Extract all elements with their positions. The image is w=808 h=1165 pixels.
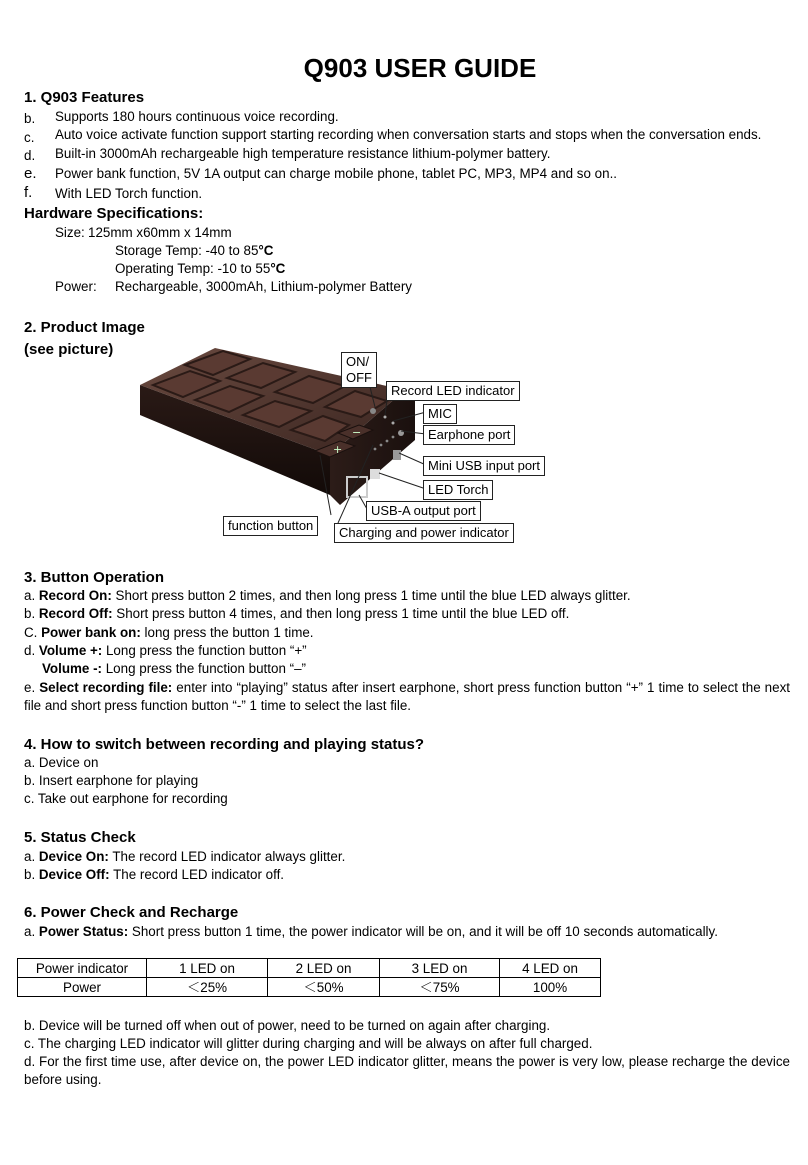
feature-text: Power bank function, 5V 1A output can charge mobile phone, tablet PC, MP3, MP4 and so on..	[55, 166, 618, 181]
table-row	[18, 978, 601, 997]
feature-marker: c.	[24, 130, 35, 145]
callout-earphone: Earphone port	[423, 425, 515, 445]
button-op-select-file: e. Select recording file: enter into “playing” status after insert earphone, short press function button “+” 1 time to select the next file and short press function button “-” 1 time to select the last file.	[24, 680, 790, 713]
table-header-cell: 4 LED on	[500, 959, 601, 978]
table-header-cell: 2 LED on	[268, 959, 380, 978]
mini-usb-port	[393, 450, 401, 460]
feature-marker: d.	[24, 148, 36, 163]
table-cell: ＜25%	[147, 978, 268, 997]
feature-text: Built-in 3000mAh rechargeable high temperature resistance lithium-polymer battery.	[55, 146, 551, 161]
onoff-dot	[370, 408, 376, 414]
features-heading: 1. Q903 Features	[24, 89, 145, 106]
table-cell: ＜50%	[268, 978, 380, 997]
buttons-heading: 3. Button Operation	[24, 569, 164, 586]
button-op-volume-down: Volume -: Long press the function button “–”	[42, 661, 306, 676]
feature-text: Supports 180 hours continuous voice recording.	[55, 109, 339, 124]
callout-function-button: function button	[223, 516, 318, 536]
hardware-heading: Hardware Specifications:	[24, 205, 204, 222]
power-heading: 6. Power Check and Recharge	[24, 904, 239, 921]
status-heading: 5. Status Check	[24, 829, 136, 846]
power-label: Power:	[55, 279, 97, 294]
product-heading: 2. Product Image	[24, 319, 145, 336]
callout-mic: MIC	[423, 404, 457, 424]
table-cell: ＜75%	[380, 978, 500, 997]
minus-key-label: −	[352, 426, 362, 439]
power-note-c: c. The charging LED indicator will glitter during charging and will be always on after full charged.	[24, 1036, 593, 1051]
power-note-b: b. Device will be turned off when out of power, need to be turned on again after charging.	[24, 1018, 551, 1033]
product-image	[135, 345, 555, 545]
status-device-off: b. Device Off: The record LED indicator off.	[24, 867, 285, 882]
plus-key-label: +	[333, 443, 343, 456]
power-status-line: a. Power Status: Short press button 1 time, the power indicator will be on, and it will be off 10 seconds automatically.	[24, 924, 718, 939]
operating-temp: Operating Temp: -10 to 55°C	[115, 261, 286, 276]
button-op-record-on: a. Record On: Short press button 2 times, and then long press 1 time until the blue LED always glitter.	[24, 588, 631, 603]
callout-on-off: ON/ OFF	[341, 352, 377, 388]
callout-mini-usb: Mini USB input port	[423, 456, 545, 476]
button-op-record-off: b. Record Off: Short press button 4 times, and then long press 1 time until the blue LED off.	[24, 606, 570, 621]
switch-heading: 4. How to switch between recording and playing status?	[24, 736, 425, 753]
size-label: Size:	[55, 225, 85, 240]
product-subheading: (see picture)	[24, 341, 114, 358]
table-header-cell: 3 LED on	[380, 959, 500, 978]
table-cell: 100%	[500, 978, 601, 997]
callout-record-led: Record LED indicator	[386, 381, 520, 401]
feature-marker: e.	[24, 165, 37, 182]
table-header-cell: Power indicator	[18, 959, 147, 978]
button-op-volume-up: d. Volume +: Long press the function button “+”	[24, 643, 307, 658]
power-note-d: d. For the first time use, after device on, the power LED indicator glitter, means the power is very low, please recharge the device before using.	[24, 1054, 790, 1087]
table-header-cell: 1 LED on	[147, 959, 268, 978]
table-cell: Power	[18, 978, 147, 997]
feature-marker: b.	[24, 111, 36, 126]
callout-charging: Charging and power indicator	[334, 523, 514, 543]
power-table	[17, 958, 601, 997]
callout-led-torch: LED Torch	[423, 480, 493, 500]
feature-text: With LED Torch function.	[55, 186, 203, 201]
led-torch	[370, 469, 380, 479]
page-title: Q903 USER GUIDE	[303, 53, 537, 83]
callout-usb-a: USB-A output port	[366, 501, 481, 521]
switch-item: b. Insert earphone for playing	[24, 773, 199, 788]
status-device-on: a. Device On: The record LED indicator always glitter.	[24, 849, 346, 864]
storage-temp: Storage Temp: -40 to 85°C	[115, 243, 274, 258]
power-value: Rechargeable, 3000mAh, Lithium-polymer Battery	[115, 279, 412, 294]
size-value: 125mm x60mm x 14mm	[88, 225, 232, 240]
mic-dot	[392, 422, 395, 425]
switch-item: a. Device on	[24, 755, 99, 770]
switch-item: c. Take out earphone for recording	[24, 791, 228, 806]
feature-marker: f.	[24, 184, 33, 201]
table-row	[18, 959, 601, 978]
button-op-power-bank: C. Power bank on: long press the button 1 time.	[24, 625, 314, 640]
feature-text: Auto voice activate function support starting recording when conversation starts and stops when the conversation ends.	[55, 127, 762, 142]
record-led-dot	[384, 416, 387, 419]
